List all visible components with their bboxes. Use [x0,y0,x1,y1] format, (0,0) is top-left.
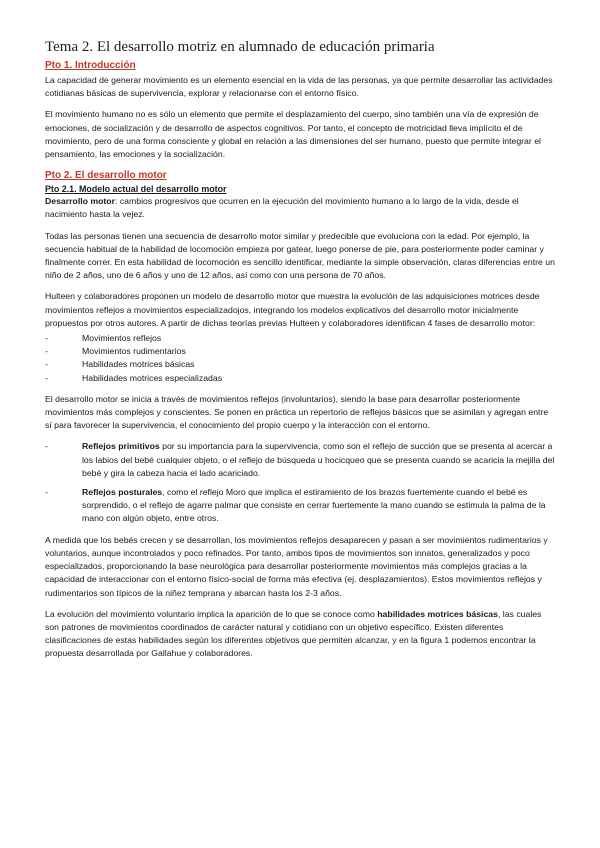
reflex-term: Reflejos primitivos [82,441,160,452]
list-item: - Movimientos reflejos [45,332,555,345]
sequence-paragraph: Todas las personas tienen una secuencia de desarrollo motor similar y predecible que evoluciona con la edad. Por ejemplo, la secuencia habitual de la habilidad de locomoción empieza por gatear, luego ponerse de pie, para posteriormente poder caminar y finalmente correr. En esta habilidad de locomoción es sencillo identificar, mediante la simple observación, claras diferencias entre un niño de 2 años, uno de 6 años y uno de 12 años, así como con una persona de 70 años. [45,230,555,281]
definition-text: : cambios progresivos que ocurren en la ejecución del movimiento humano a lo largo de la vida, desde el nacimiento hasta la vejez. [45,196,519,220]
growth-paragraph: A medida que los bebés crecen y se desarrollan, los movimientos reflejos desaparecen y pasan a ser movimientos rudimentarios y voluntarios, aunque incontrolados y poco refinados. Por tanto, ambos tipos de movimientos son innatos, generalizados y poco especializados, proporcionando la base neurológica para desarrollar posteriormente movimientos más complejos gracias a la capacidad de interaccionar con el entorno físico-social de forma más efectiva (ej. desplazamientos). Estos movimientos reflejos y rudimentarios son típicos de la niñez temprana y abarcan hasta los 2-3 años. [45,534,548,598]
voluntary-term: habilidades motrices básicas [377,608,498,619]
voluntary-text-start: La evolución del movimiento voluntario implica la aparición de lo que se conoce como [45,608,378,619]
voluntary-text-end: , las cuales son patrones de movimientos coordinados de carácter natural y cotidiano con un objetivo específico. Existen diferentes clasificaciones de estas habilidades según los diferentes objetivos que permiten alcanzar, y en la figura 1 podemos encontrar la propuesta desarrollada por Gallahue y colaboradores. [45,608,542,659]
definition-paragraph [45,195,555,221]
list-item: - Habilidades motrices especializadas [45,372,555,385]
definition-term: Desarrollo motor [45,196,115,207]
hulteen-paragraph: Hulteen y colaboradores proponen un modelo de desarrollo motor que muestra la evolución de las adquisiciones motrices desde movimientos reflejos a movimientos especializadojos, integrando los modelos explicativos del desarrollo motor inicialmente propuestos por otros autores. A partir de dichas teorías previas Hulteen y colaboradores identifican 4 fases de desarrollo motor: [45,291,540,328]
section-2-1-heading: Pto 2.1. Modelo actual del desarrollo motor [45,184,227,195]
list-item [45,486,555,526]
list-item: - Habilidades motrices básicas [45,358,555,371]
section-1-heading: Pto 1. Introducción [45,60,136,71]
list-item: - Movimientos rudimentarios [45,345,555,358]
reflex-term: Reflejos posturales [82,487,163,498]
intro-paragraph-2: El movimiento humano no es sólo un elemento que permite el desplazamiento del cuerpo, sino también una vía de expresión de emociones, de socialización y de desarrollo de aspectos cognitivos. Por tanto, el concepto de motricidad lleva implícito el de movimiento, pero de una forma consciente y global en relación a las dimensiones del ser humano, puesto que permite integrar el pensamiento, las emociones y la socialización. [45,109,541,160]
intro-paragraph-1: La capacidad de generar movimiento es un elemento esencial en la vida de las personas, ya que permite desarrollar las actividades cotidianas básicas de supervivencia, explorar y relacionarse con el entorno físico. [45,75,553,99]
voluntary-paragraph [45,608,555,661]
reflex-text: , como el reflejo Moro que implica el estiramiento de los brazos fuertemente cuando el bebé es sorprendido, o el reflejo de agarre palmar que consiste en cerrar fuertemente la mano cuando se estimula la palma de la mano con algún objeto, entre otros. [82,487,546,524]
reflex-paragraph: El desarrollo motor se inicia a través de movimientos reflejos (involuntarios), siendo la base para desarrollar posteriormente movimientos más complejos y conscientes. Se ponen en práctica un repertorio de reflejos básicos que se asimilan y agregan entre sí para favorecer la supervivencia, el conocimiento del propio cuerpo y la interacción con el entorno. [45,393,549,431]
section-2-heading: Pto 2. El desarrollo motor [45,170,167,182]
list-item [45,440,555,480]
reflexes-list [45,440,555,525]
document-title: Tema 2. El desarrollo motriz en alumnado de educación primaria [45,39,435,55]
phases-list [45,332,555,385]
reflex-text: por su importancia para la supervivencia, como son el reflejo de succión que se presenta al acercar a los labios del bebé cualquier objeto, o el reflejo de búsqueda u hocicqueo que se presenta cuando se acaricia la mejilla del bebé y gira la cabeza hacia el lado acariciado. [82,441,555,478]
